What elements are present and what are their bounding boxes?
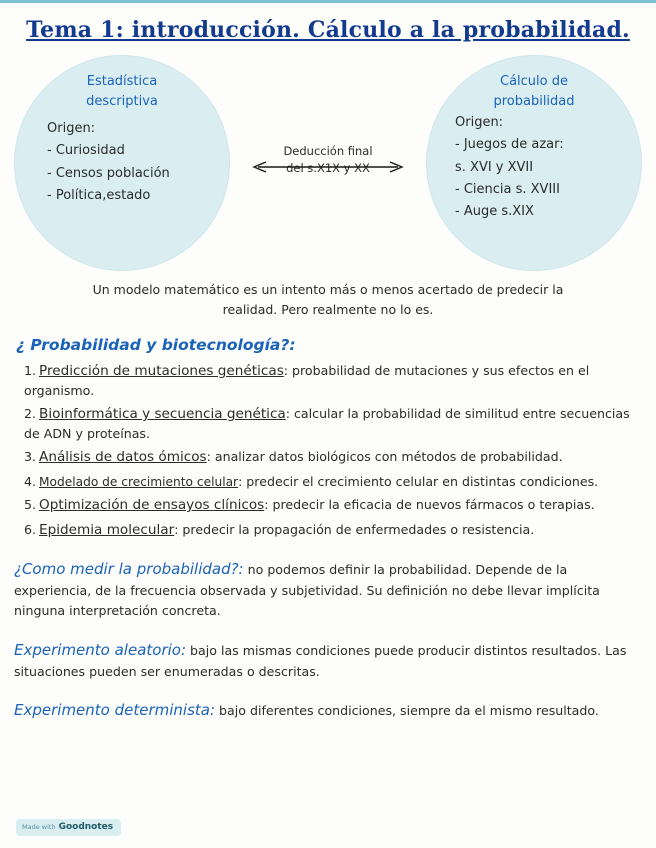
list-item	[24, 473, 642, 492]
list-item	[24, 521, 642, 541]
list-item-term: Predicción de mutaciones genéticas	[39, 363, 284, 379]
circle-right-title-line2: probabilidad	[493, 93, 575, 109]
venn-diagram	[0, 51, 656, 276]
circle-left-heading: Origen:	[47, 121, 96, 136]
circle-left-title	[15, 72, 229, 111]
list-item	[24, 362, 642, 400]
intro-note: Un modelo matemático es un intento más o menos acertado de predecir la realidad. Pero realmente no lo es.	[92, 282, 564, 317]
circle-right-item-2: s. XVI y XVII	[455, 159, 534, 175]
circle-left-item-2: - Censos población	[47, 165, 170, 181]
circle-left-title-line2: descriptiva	[86, 93, 158, 109]
list-item-text: : predecir la propagación de enfermedades o resistencia.	[174, 522, 535, 537]
circle-right-item-3: - Ciencia s. XVIII	[455, 182, 560, 198]
qa-question: ¿Como medir la probabilidad?:	[14, 559, 244, 578]
qa-block-experimento-determinista	[14, 698, 642, 722]
qa-question: Experimento aleatorio:	[14, 640, 187, 659]
list-item-number: 4.	[24, 473, 37, 489]
circle-right-item-4: - Auge s.XIX	[455, 204, 534, 220]
qa-block-experimento-aleatorio	[14, 638, 642, 683]
list-item-term: Epidemia molecular	[39, 522, 175, 538]
circle-calculo-probabilidad	[426, 55, 642, 271]
qa-question: Experimento determinista:	[14, 701, 216, 720]
list-item-number: 1.	[24, 363, 37, 378]
circle-left-item-1: - Curiosidad	[47, 143, 125, 159]
double-arrow-icon	[246, 161, 410, 173]
circle-right-title	[427, 72, 641, 111]
badge-made-with-label: Made with	[22, 823, 56, 831]
qa-answer: no podemos definir la probabilidad. Depende de la experiencia, de la frecuencia observada y subjetividad. Su definición no debe llevar implícita ninguna interpretación concreta.	[14, 561, 600, 619]
list-item-text: : probabilidad de mutaciones y sus efectos en el organismo.	[24, 363, 590, 398]
qa-block-medir-probabilidad	[14, 557, 642, 622]
list-item-term: Optimización de ensayos clínicos	[39, 497, 265, 514]
circle-right-title-line1: Cálculo de	[500, 74, 568, 89]
section-heading: ¿ Probabilidad y biotecnología?:	[16, 336, 296, 354]
list-item-number: 2.	[24, 405, 37, 421]
list-item	[24, 496, 642, 516]
circle-left-body	[47, 118, 217, 207]
goodnotes-badge	[16, 819, 121, 836]
list-item-text: : predecir la eficacia de nuevos fármacos o terapias.	[264, 497, 595, 513]
list-item-text: : analizar datos biológicos con métodos de probabilidad.	[206, 448, 563, 464]
list-item-text: : calcular la probabilidad de similitud entre secuencias de ADN y proteínas.	[24, 405, 630, 441]
circle-right-item-1: - Juegos de azar:	[455, 137, 564, 153]
circle-right-body	[455, 112, 629, 224]
numbered-list	[0, 362, 656, 541]
list-item-term: Bioinformática y secuencia genética	[39, 405, 286, 422]
list-item-term: Análisis de datos ómicos	[39, 448, 207, 465]
circle-left-item-3: - Política,estado	[47, 188, 151, 204]
circle-right-heading: Origen:	[455, 115, 504, 130]
page-title: Tema 1: introducción. Cálculo a la probabilidad.	[26, 17, 630, 43]
circle-left-title-line1: Estadística	[86, 74, 158, 89]
list-item	[24, 405, 642, 443]
list-item-number: 5.	[24, 497, 37, 513]
list-item	[24, 448, 642, 468]
qa-answer: bajo las mismas condiciones puede producir distintos resultados. Las situaciones pueden ser enumeradas o descritas.	[14, 642, 627, 680]
circle-estadistica-descriptiva	[14, 55, 230, 271]
list-item-number: 6.	[24, 522, 37, 537]
arrow-label-line1: Deducción final	[283, 144, 373, 158]
badge-app-name: Goodnotes	[58, 822, 114, 832]
list-item-term: Modelado de crecimiento celular	[39, 474, 239, 489]
list-item-text: : predecir el crecimiento celular en distintas condiciones.	[238, 473, 599, 489]
list-item-number: 3.	[24, 448, 37, 464]
arrow-label-line2: del s.X1X y XX	[286, 161, 370, 176]
qa-answer: bajo diferentes condiciones, siempre da el mismo resultado.	[215, 703, 599, 719]
